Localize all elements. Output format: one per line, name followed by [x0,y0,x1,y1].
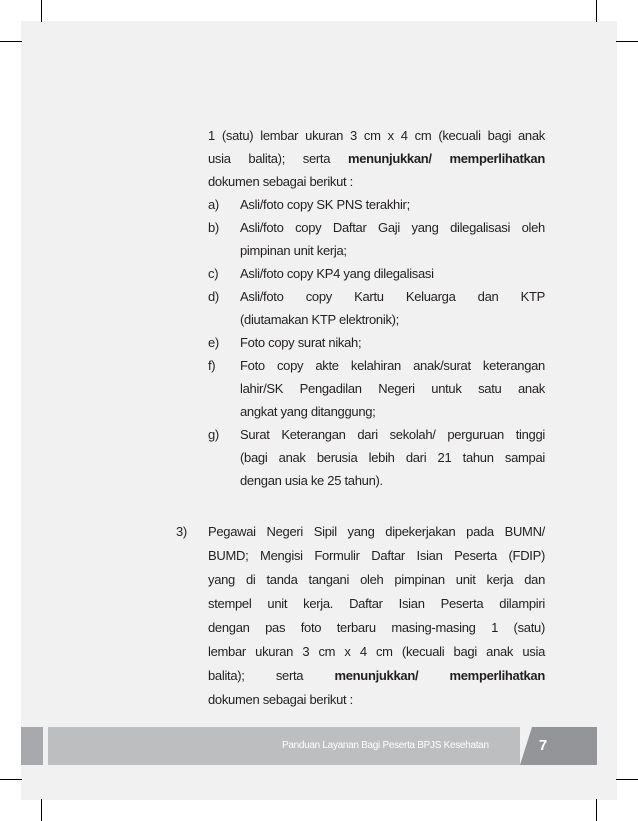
list-label-e: e) [208,335,219,350]
section-3-line-3: yang di tanda tangani oleh pimpinan unit kerja dan [208,572,545,587]
crop-mark [616,41,638,42]
section-3-line-2: BUMD; Mengisi Formulir Daftar Isian Peserta (FDIP) [208,548,545,563]
crop-mark [41,799,42,821]
crop-mark [616,779,638,780]
list-item-f-line-2: lahir/SK Pengadilan Negeri untuk satu anak [240,381,545,396]
section-3-line-5: dengan pas foto terbaru masing-masing 1 (satu) [208,620,545,635]
list-item-f-line-1: Foto copy akte kelahiran anak/surat keterangan [240,358,545,373]
list-label-d: d) [208,289,219,304]
crop-mark [0,41,22,42]
intro-text: usia balita); serta [208,151,348,166]
list-item-e: Foto copy surat nikah; [240,335,362,350]
list-item-c: Asli/foto copy KP4 yang dilegalisasi [240,266,434,281]
section-3-number: 3) [176,524,187,539]
section-3-line-7 [208,664,545,688]
crop-mark [0,779,22,780]
section-3-line-6: lembar ukuran 3 cm x 4 cm (kecuali bagi anak usia [208,644,545,659]
list-item-b-line-1: Asli/foto copy Daftar Gaji yang dilegalisasi oleh [240,220,545,235]
list-item-d-line-1: Asli/foto copy Kartu Keluarga dan KTP [240,289,545,304]
list-item-b-line-2: pimpinan unit kerja; [240,243,347,258]
list-label-g: g) [208,427,219,442]
list-label-f: f) [208,358,216,373]
list-label-c: c) [208,266,219,281]
list-item-d-line-2: (diutamakan KTP elektronik); [240,312,399,327]
intro-bold-text: menunjukkan/ memperlihatkan [347,151,546,166]
list-item-g-line-1: Surat Keterangan dari sekolah/ perguruan tinggi [240,427,545,442]
list-item-a: Asli/foto copy SK PNS terakhir; [240,197,410,212]
footer-left-tab [21,727,43,765]
section-3-bold-text: menunjukkan/ memperlihatkan [334,668,545,683]
list-item-f-line-3: angkat yang ditanggung; [240,404,376,419]
list-item-g-line-3: dengan usia ke 25 tahun). [240,473,383,488]
section-3-line-4: stempel unit kerja. Daftar Isian Peserta dilampiri [208,596,545,611]
intro-line-3: dokumen sebagai berikut : [208,174,353,189]
footer-page-box [520,727,597,765]
intro-line-2 [208,147,545,171]
section-3-line-8: dokumen sebagai berikut : [208,692,353,707]
footer-title: Panduan Layanan Bagi Peserta BPJS Kesehatan [282,740,489,751]
list-item-g-line-2: (bagi anak berusia lebih dari 21 tahun sampai [240,450,545,465]
intro-line-1: 1 (satu) lembar ukuran 3 cm x 4 cm (kecuali bagi anak [208,128,545,143]
list-label-b: b) [208,220,219,235]
crop-mark [596,799,597,821]
section-3-line-1: Pegawai Negeri Sipil yang dipekerjakan pada BUMN/ [208,524,545,539]
crop-mark [596,0,597,22]
crop-mark [41,0,42,22]
list-label-a: a) [208,197,219,212]
section-3-text: balita); serta [208,668,335,683]
page-number: 7 [538,737,548,754]
